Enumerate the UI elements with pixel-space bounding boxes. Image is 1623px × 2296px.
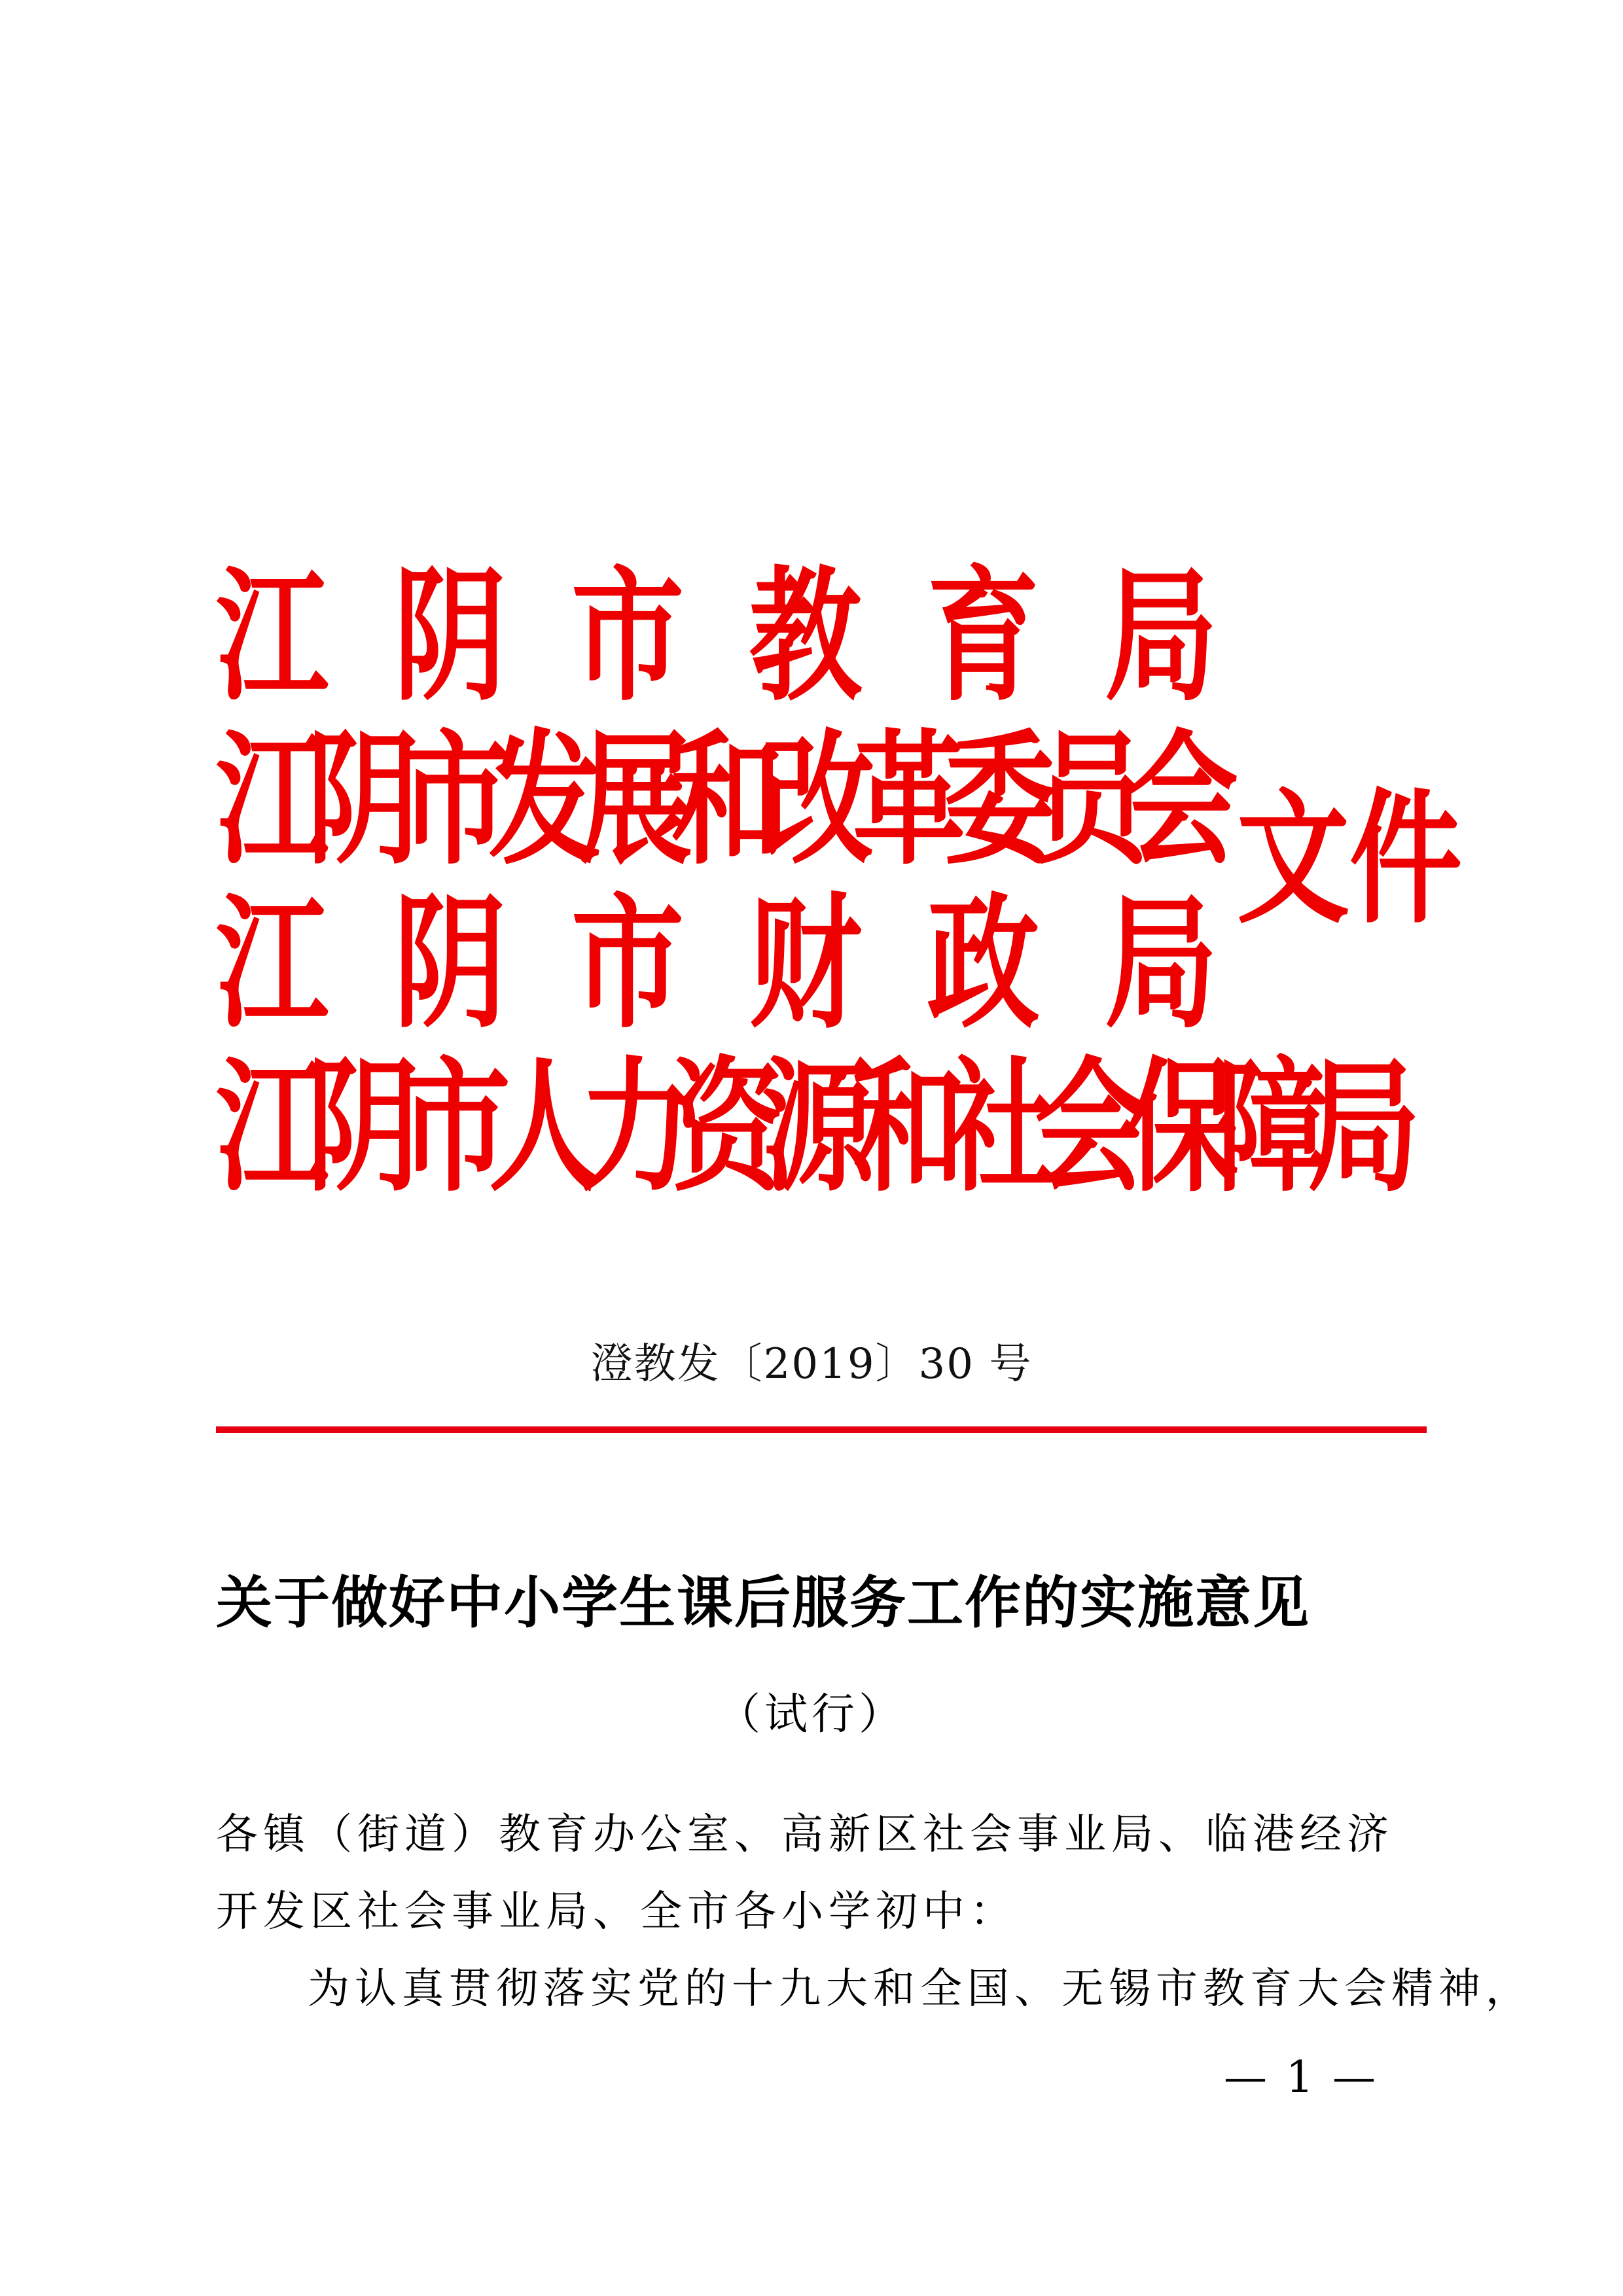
body-paragraph: 为认真贯彻落实党的十九大和全国、无锡市教育大会精神， <box>308 1965 1533 2013</box>
agency-line-development-reform-commission: 江 阴 市 发 展 和 改 革 委 员 会 <box>216 716 1238 885</box>
document-subtitle: （试行） <box>717 1689 906 1739</box>
salutation: 各镇（街道）教育办公室、高新区社会事业局、临港经济开发区社会事业局、全市各小学初中： <box>216 1810 1394 1936</box>
page-number: — 1 — <box>1224 2052 1378 2102</box>
document-title: 关于做好中小学生课后服务工作的实施意见 <box>216 1570 1310 1636</box>
document-header <box>216 537 1462 1212</box>
document-suffix: 文件 <box>1237 775 1462 944</box>
document-number: 澄教发〔2019〕30 号 <box>590 1340 1033 1388</box>
agency-line-human-resources-bureau: 江 阴 市 人 力 资 源 和 社 会 保 障 局 <box>216 1043 1420 1212</box>
agency-line-education-bureau: 江 阴 市 教 育 局 <box>216 552 1217 721</box>
red-separator-line <box>216 1426 1427 1433</box>
agency-line-finance-bureau: 江 阴 市 财 政 局 <box>216 879 1217 1048</box>
